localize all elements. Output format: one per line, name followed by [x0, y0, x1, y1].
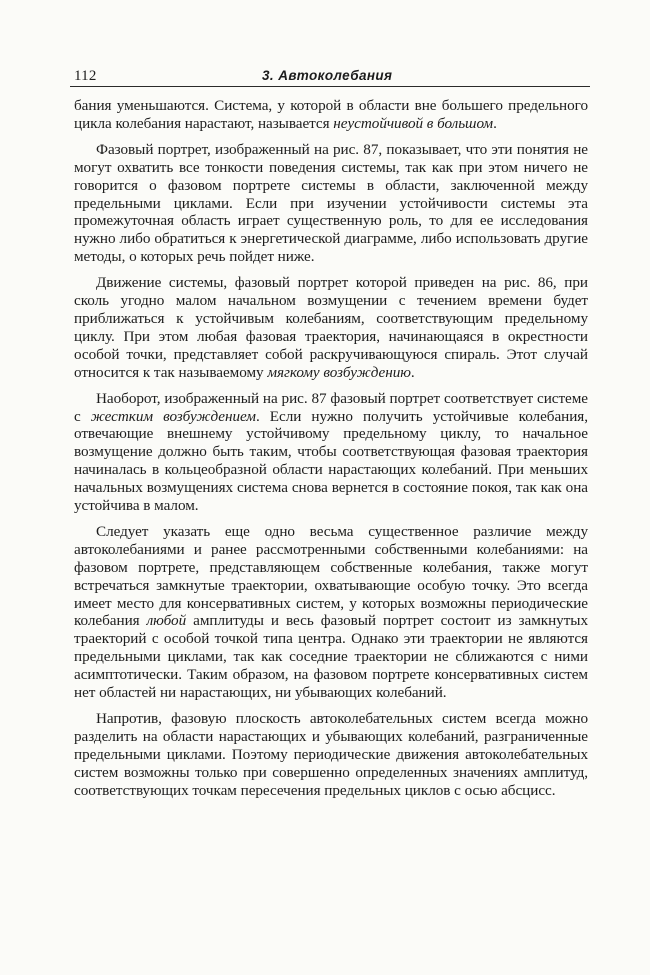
body-text: [74, 97, 588, 808]
paragraph: [74, 710, 588, 800]
paragraph-text: Наоборот, изображенный на рис. 87 фазовый портрет соответствует системе с: [74, 389, 588, 425]
paragraph-text: Следует указать еще одно весьма существенное различие между автоколебаниями и ранее рассмотренными собственными колебаниями: на фазовом портрете, представляющем собственные колебания, также могут встречаться замкнутые траектории, охватывающие особую точку. Это всегда имеет место для консервативных систем, у которых возможны периодические колебания: [74, 522, 588, 630]
paragraph-continuation: [74, 97, 588, 133]
page-number: 112: [74, 68, 97, 84]
paragraph: [74, 141, 588, 266]
paragraph-text: амплитуды и весь фазовый портрет состоит из замкнутых траекторий с особой точкой типа центра. Однако эти траектории не являются предельными циклами, так как соседние траектории не сближаются с ними асимптотически. Таким образом, на фазовом портрете консервативных систем нет областей ни нарастающих, ни убывающих колебаний.: [74, 612, 588, 702]
paragraph-text: бания уменьшаются. Система, у которой в области вне большего предельного цикла колебания нарастают, называется: [74, 97, 588, 132]
paragraph: [74, 390, 588, 515]
emphasized-term: неустойчивой в большом: [333, 114, 494, 132]
paragraph-text: .: [410, 363, 415, 381]
paragraph-text: Напротив, фазовую плоскость автоколебательных систем всегда можно разделить на области нарастающих и убывающих колебаний, разграниченные предельными циклами. Поэтому периодические движения автоколебательных систем возможны только при совершенно определенных значениях амплитуд, соответствующих точкам пересечения предельных циклов с осью абсцисс.: [74, 710, 588, 799]
paragraph-text: Движение системы, фазовый портрет которой приведен на рис. 86, при сколь угодно малом начальном возмущении с течением времени будет приближаться к устойчивым колебаниям, соответствующим предельному циклу. При этом любая фазовая траектория, начинающаяся в окрестности особой точки, представляет собой раскручивающуюся спираль. Этот случай относится к так называемому: [74, 274, 588, 381]
emphasized-term: любой: [146, 612, 187, 630]
page-header: [70, 64, 590, 87]
paragraph-text: .: [493, 114, 497, 132]
running-title: 3. Автоколебания: [262, 68, 393, 83]
paragraph: [74, 274, 588, 381]
paragraph: [74, 523, 588, 702]
emphasized-term: жестким возбуждением: [90, 407, 256, 425]
paragraph-text: Фазовый портрет, изображенный на рис. 87, показывает, что эти понятия не могут охватить все тонкости поведения системы, так как при этом ничего не говорится о фазовом портрете системы в области, заключенной между предельными циклами. Если при изучении устойчивости системы эта промежуточная область играет существенную роль, то для ее исследования нужно либо обратиться к энергетической диаграмме, либо использовать другие методы, о которых речь пойдет ниже.: [74, 140, 588, 266]
emphasized-term: мягкому возбуждению: [267, 363, 411, 381]
paragraph-text: . Если нужно получить устойчивые колебания, отвечающие внешнему устойчивому предельному циклу, то начальное возмущение должно быть таким, чтобы соответствующая фазовая траектория начиналась в кольцеобразной области нарастающих колебаний. При меньших начальных возмущениях система снова вернется в состояние покоя, так как она устойчива в малом.: [74, 407, 588, 515]
